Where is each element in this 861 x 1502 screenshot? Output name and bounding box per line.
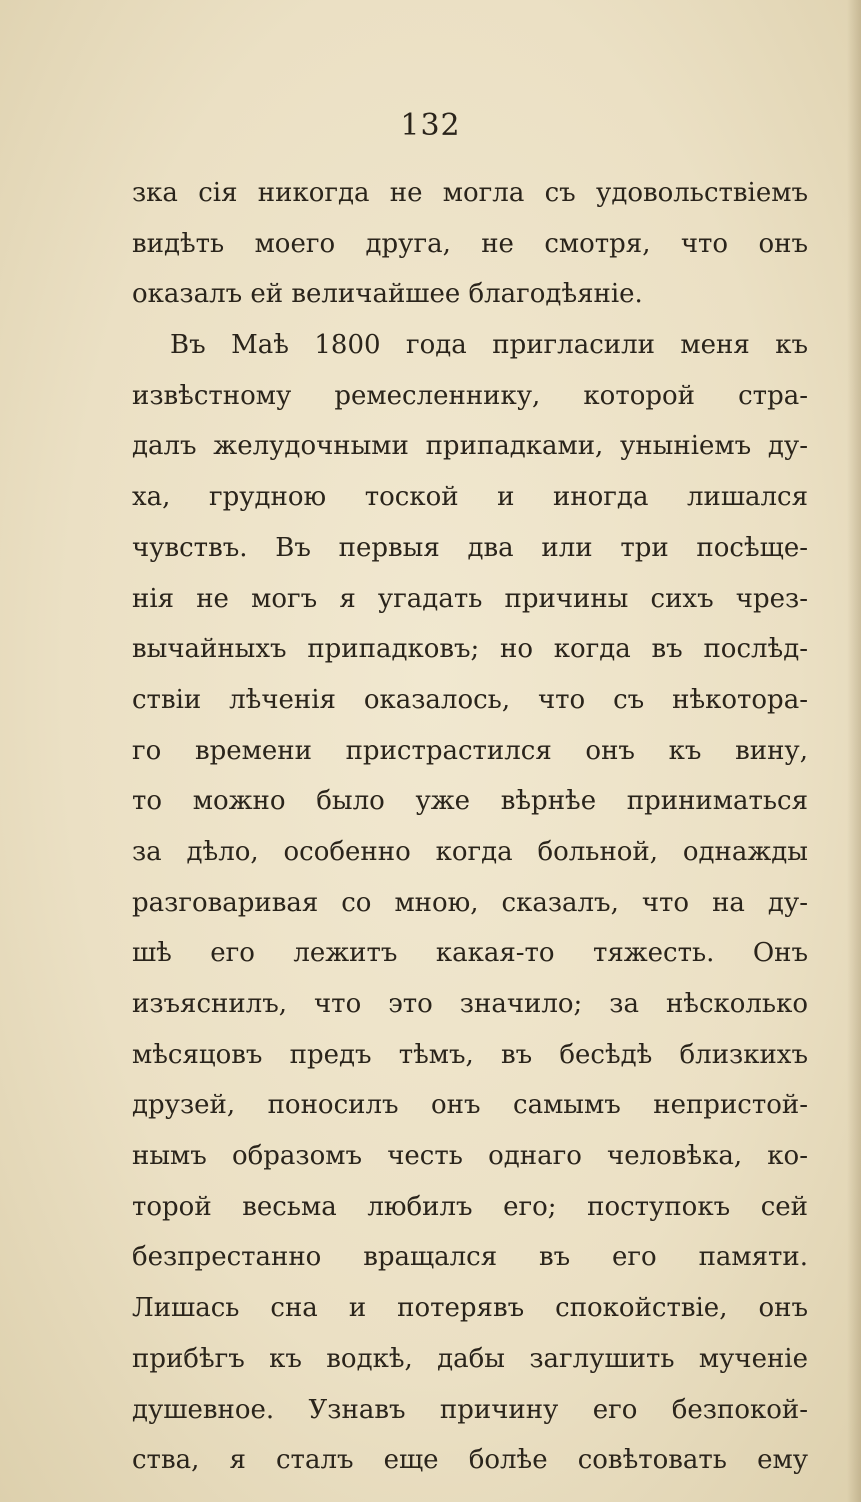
text-line: го времени пристрастился онъ къ вину, bbox=[132, 735, 808, 766]
text-line: Лишась сна и потерявъ спокойствіе, онъ bbox=[132, 1293, 808, 1324]
text-line: нымъ образомъ честь однаго человѣка, ко- bbox=[132, 1141, 808, 1172]
text-line: за дѣло, особенно когда больной, однажды bbox=[132, 836, 808, 867]
text-line: вычайныхъ припадковъ; но когда въ послѣд- bbox=[132, 634, 808, 665]
text-line: ствіи лѣченія оказалось, что съ нѣкотора- bbox=[132, 684, 808, 715]
page-edge-shadow bbox=[847, 0, 861, 1502]
text-line: душевное. Узнавъ причину его безпокой- bbox=[132, 1394, 808, 1425]
text-line: оказалъ ей величайшее благодѣяніе. bbox=[132, 279, 643, 310]
text-line: чувствъ. Въ первыя два или три посѣще- bbox=[132, 532, 808, 563]
text-line: разговаривая со мною, сказалъ, что на ду- bbox=[132, 887, 808, 918]
text-line: ха, грудною тоской и иногда лишался bbox=[132, 482, 808, 513]
text-line: Въ Маѣ 1800 года пригласили меня къ bbox=[170, 330, 808, 361]
text-line: то можно было уже вѣрнѣе приниматься bbox=[132, 786, 808, 817]
text-line: видѣть моего друга, не смотря, что онъ bbox=[132, 228, 808, 259]
text-line: изъяснилъ, что это значило; за нѣсколько bbox=[132, 989, 808, 1019]
text-line: извѣстному ремесленнику, которой стра- bbox=[132, 380, 808, 411]
body-text bbox=[132, 168, 808, 1486]
text-line: торой весьма любилъ его; поступокъ сей bbox=[132, 1191, 808, 1222]
text-line: ства, я сталъ еще болѣе совѣтовать ему bbox=[132, 1445, 808, 1476]
text-line: друзей, поносилъ онъ самымъ непристой- bbox=[132, 1090, 808, 1121]
text-line: зка сія никогда не могла съ удовольствіемъ bbox=[132, 178, 808, 208]
text-line: далъ желудочными припадками, уныніемъ ду- bbox=[132, 431, 808, 462]
text-line: шѣ его лежитъ какая-то тяжесть. Онъ bbox=[132, 938, 808, 969]
text-line: мѣсяцовъ предъ тѣмъ, въ бесѣдѣ близкихъ bbox=[132, 1039, 808, 1070]
page-number: 132 bbox=[400, 108, 461, 143]
text-line: нія не могъ я угадать причины сихъ чрез- bbox=[132, 583, 808, 614]
text-line: прибѣгъ къ водкѣ, дабы заглушить мученіе bbox=[132, 1343, 808, 1374]
text-line: безпрестанно вращался въ его памяти. bbox=[132, 1242, 808, 1273]
